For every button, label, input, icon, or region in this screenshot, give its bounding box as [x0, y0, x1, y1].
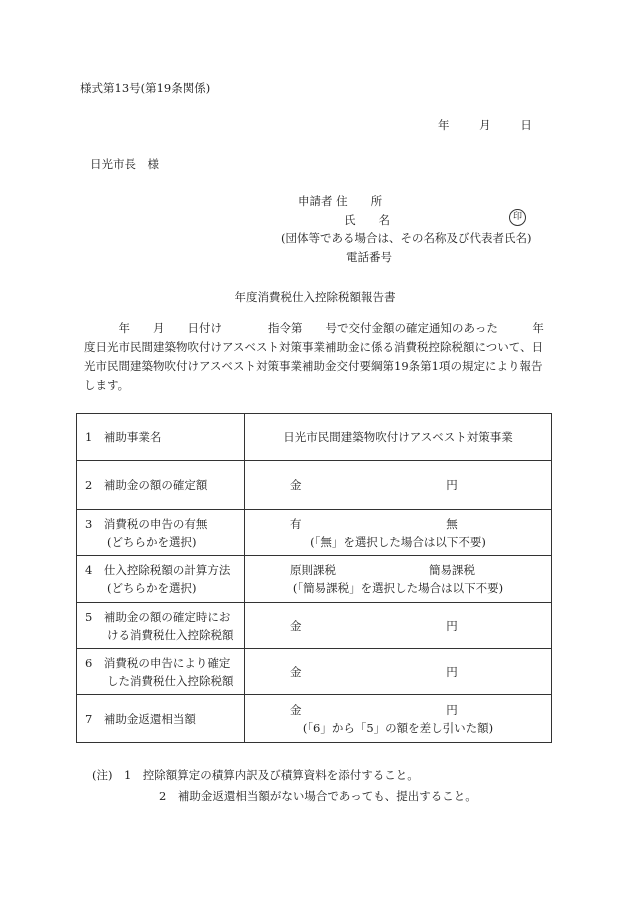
body-line-1: 年 月 日付け 指令第 号で交付金額の確定通知のあった 年: [84, 321, 544, 335]
notes: [92, 765, 477, 807]
row-label: 2 補助金の額の確定額: [77, 461, 245, 510]
table-row: [77, 649, 552, 695]
row-value: 有 無 (「無」を選択した場合は以下不要): [245, 510, 552, 556]
body-line-4: します。: [84, 378, 130, 392]
addressee: 日光市長 様: [90, 157, 159, 171]
date-month: 月: [479, 118, 491, 132]
table-row: [77, 556, 552, 603]
applicant-name-label: 氏 名: [344, 213, 390, 227]
applicant-address-label: 申請者 住 所: [298, 194, 383, 208]
body-line-3: 光市民間建築物吹付けアスベスト対策事業補助金交付要綱第19条第1項の規定により報告: [84, 359, 543, 373]
table-row: [77, 461, 552, 510]
row-value: 日光市民間建築物吹付けアスベスト対策事業: [245, 414, 552, 461]
note-2: 2 補助金返還相当額がない場合であっても、提出すること。: [159, 789, 477, 803]
row-label: 1 補助事業名: [77, 414, 245, 461]
form-number: 様式第13号(第19条関係): [80, 81, 211, 95]
seal-icon: 印: [509, 209, 526, 226]
report-table: [76, 413, 552, 743]
body-paragraph: [84, 319, 548, 395]
row-value: 金 円: [245, 603, 552, 649]
phone-label: 電話番号: [346, 250, 392, 264]
row-value: 金 円: [245, 649, 552, 695]
table-row: [77, 603, 552, 649]
body-line-2: 度日光市民間建築物吹付けアスベスト対策事業補助金に係る消費税控除税額について、日: [84, 340, 544, 354]
date-year: 年: [438, 118, 450, 132]
row-label: 4 仕入控除税額の計算方法 (どちらかを選択): [77, 556, 245, 603]
organization-note: (団体等である場合は、その名称及び代表者氏名): [281, 231, 532, 245]
row-label: 6 消費税の申告により確定 した消費税仕入控除税額: [77, 649, 245, 695]
row-label: 5 補助金の額の確定時にお ける消費税仕入控除税額: [77, 603, 245, 649]
row-value: 原則課税 簡易課税 (「簡易課税」を選択した場合は以下不要): [245, 556, 552, 603]
row-label: 3 消費税の申告の有無 (どちらかを選択): [77, 510, 245, 556]
note-1: (注) 1 控除額算定の積算内訳及び積算資料を添付すること。: [92, 768, 419, 782]
table-row: [77, 510, 552, 556]
date-day: 日: [520, 118, 532, 132]
document-title: 年度消費税仕入控除税額報告書: [234, 290, 396, 304]
date-line: [438, 117, 532, 133]
table-row: [77, 414, 552, 461]
row-value: 金 円: [245, 461, 552, 510]
table-row: [77, 695, 552, 743]
row-label: 7 補助金返還相当額: [77, 695, 245, 743]
row-value: 金 円 (「6」から「5」の額を差し引いた額): [245, 695, 552, 743]
